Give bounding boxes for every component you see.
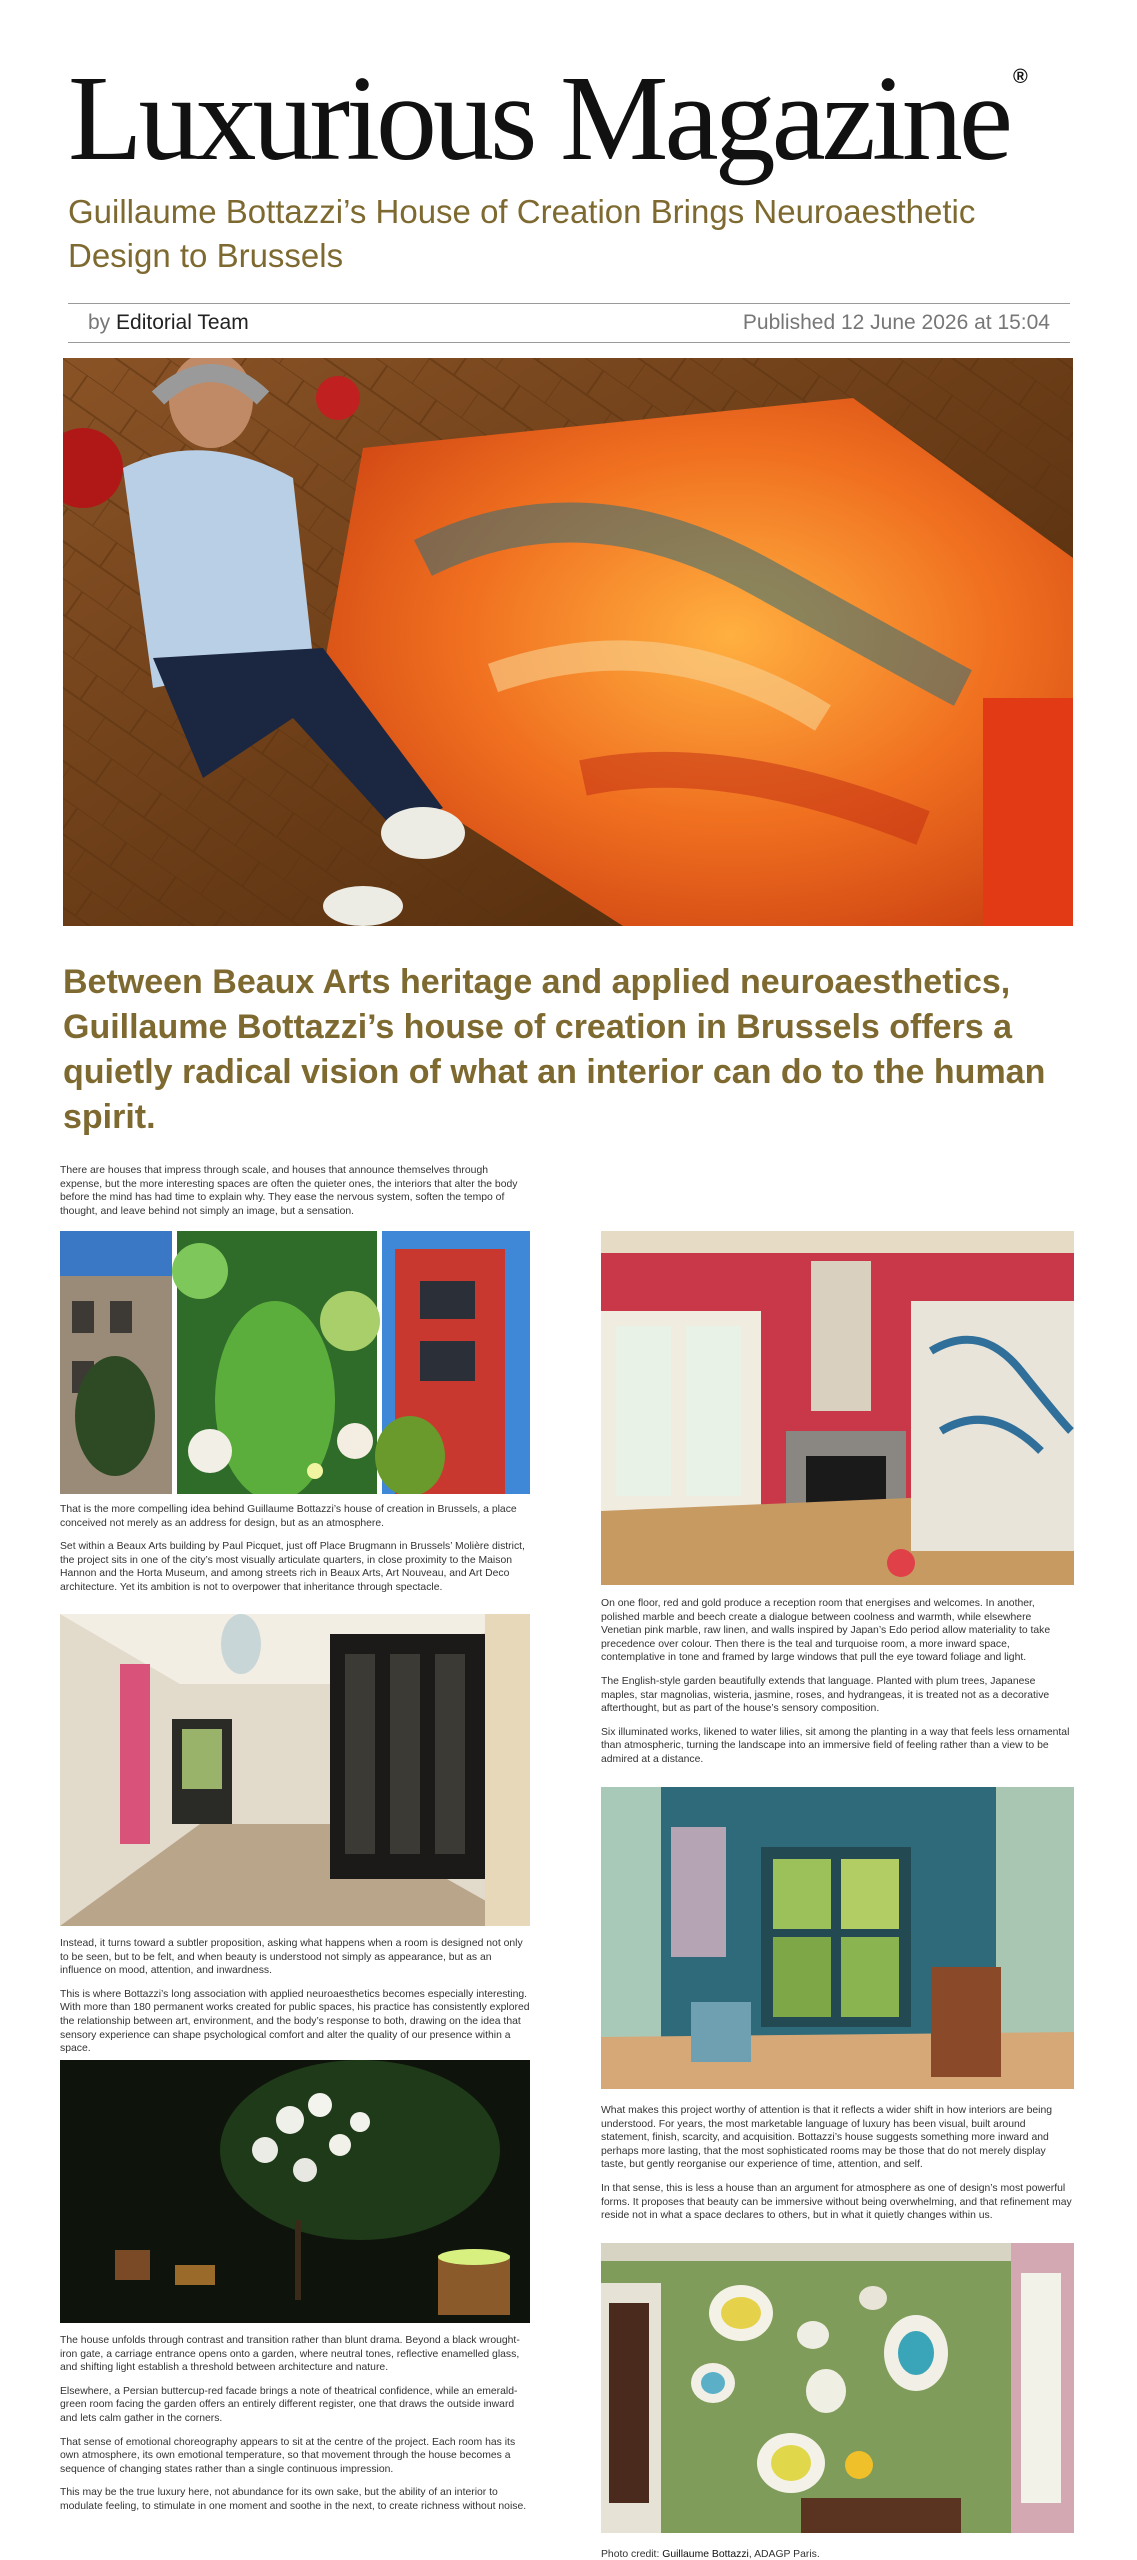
byline-prefix: by — [88, 311, 111, 334]
paragraph: Set within a Beaux Arts building by Paul Picquet, just off Place Brugmann in Brussels’ Molière district, the project sits in one of the city’s most visually articulate quarters, in close proximity to the Maison Hannon and the Horta Museum, and among streets rich in Beaux Arts, Art Nouveau, and Art Deco architecture. Yet its ambition is not to overpower that inheritance through spectacle. — [60, 1541, 525, 1593]
byline-bar — [68, 303, 1070, 343]
masthead-name: Luxurious Magazine — [68, 51, 1009, 186]
left-intro-text — [60, 1164, 530, 1228]
paragraph: This may be the true luxury here, not abundance for its own sake, but the ability of an interior to modulate feeling, to stimulate in one moment and soothe in the next, to create richness without noise. — [60, 2487, 527, 2512]
red-reception-room-image — [601, 1231, 1074, 1585]
facade-garden-triptych — [60, 1231, 530, 1494]
byline-author[interactable]: Editorial Team — [116, 311, 249, 334]
masthead-logo[interactable] — [68, 50, 1028, 186]
paragraph: The house unfolds through contrast and transition rather than blunt drama. Beyond a black wrought-iron gate, a carriage entrance opens onto a garden, where neutral tones, reflective enamelled glass, and shifting light establish a threshold between architecture and nature. — [60, 2335, 520, 2374]
paragraph: The English-style garden beautifully extends that language. Planted with plum trees, Japanese maples, star magnolias, wisteria, jasmine, roses, and hydrangeas, it is treated not as a decorative afterthought, but as part of the house’s sensory composition. — [601, 1675, 1050, 1715]
left-text-block-2 — [60, 1503, 530, 1605]
paragraph: Six illuminated works, likened to water lilies, sit among the planting in a way that feels less ornamental than atmospheric, turning the landscape into an immersive field of feeling rather than a view to be admired at a distance. — [601, 1726, 1070, 1765]
paragraph: That sense of emotional choreography appears to sit at the centre of the project. Each room has its own atmosphere, its own emotional temperature, so that movement through the house becomes a sequence of changing states rather than a single continuous impression. — [60, 2436, 516, 2475]
registered-mark: ® — [1013, 66, 1028, 88]
corridor-image — [60, 1614, 530, 1926]
teal-room-image — [601, 1787, 1074, 2089]
paragraph: On one floor, red and gold produce a reception room that energises and welcomes. In another, polished marble and beech create a dialogue between coolness and warmth, while elsewhere Venetian pink marble, raw linen, and walls inspired by Japan’s Edo period allow materiality to take precedence over colour. Then there is the teal and turquoise room, a more inward space, contemplative in tone and framed by large windows that pull the eye toward foliage and light. — [601, 1598, 1051, 1664]
paragraph: There are houses that impress through scale, and houses that announce themselves through expense, but the more interesting spaces are often the quieter ones, the interiors that alter the body before the mind has had time to explain why. They ease the nervous system, soften the tempo of thought, and leave behind not simply an image, but a sensation. — [60, 1165, 518, 1217]
illuminated-garden-image — [60, 2060, 530, 2323]
credit-prefix: Photo credit: — [601, 2549, 660, 2560]
published-date: Published 12 June 2026 at 15:04 — [742, 311, 1050, 334]
byline — [88, 311, 249, 335]
article-headline: Guillaume Bottazzi’s House of Creation Brings Neuroaesthetic Design to Brussels — [68, 193, 976, 274]
paragraph: This is where Bottazzi’s long association with applied neuroaesthetics becomes especially interesting. With more than 180 permanent works created for public spaces, his practice has consistently explored the relationship between art, environment, and the body’s response to both, drawing on the idea that sensory experience can shape psychological comfort and alter the quality of our presence within a space. — [60, 1988, 530, 2055]
hero-image — [63, 358, 1073, 926]
paragraph: Elsewhere, a Persian buttercup-red facade brings a note of theatrical confidence, while an emerald-green room facing the garden offers an entirely different register, one that draws the outside inward and lets calm gather in the corners. — [60, 2385, 518, 2424]
paragraph: Instead, it turns toward a subtler proposition, asking what happens when a room is designed not only to be seen, but to be felt, and when beauty is understood not simply as appearance, but as an influence on mood, attention, and inwardness. — [60, 1938, 523, 1977]
green-room-image — [601, 2243, 1074, 2533]
left-text-block-3 — [60, 1937, 530, 2066]
left-text-block-4 — [60, 2334, 530, 2524]
right-text-block-1 — [601, 1597, 1074, 1777]
article-intro: Between Beaux Arts heritage and applied neuroaesthetics, Guillaume Bottazzi’s house of creation in Brussels offers a quietly radical vision of what an interior can do to the human spirit. — [63, 963, 1046, 1136]
photo-credit — [601, 2549, 820, 2560]
paragraph: That is the more compelling idea behind Guillaume Bottazzi’s house of creation in Brussels, a place conceived not merely as an address for design, but as an atmosphere. — [60, 1504, 517, 1529]
credit-suffix: , ADAGP Paris. — [748, 2549, 820, 2560]
right-text-block-2 — [601, 2104, 1074, 2233]
paragraph: In that sense, this is less a house than an argument for atmosphere as one of design’s most powerful forms. It proposes that beauty can be immersive without being overwhelming, and that refinement may reside not in what a space declares to others, but in what it quietly changes within us. — [601, 2182, 1072, 2222]
credit-name: Guillaume Bottazzi — [662, 2549, 749, 2560]
paragraph: What makes this project worthy of attention is that it reflects a wider shift in how interiors are being understood. For years, the most marketable language of luxury has been visual, built around statement, finish, scarcity, and acquisition. Bottazzi’s house suggests something more inward and perhaps more lasting, that the most sophisticated rooms may be those that do not merely display taste, but gently reorganise our experience of time, attention, and self. — [601, 2105, 1053, 2171]
